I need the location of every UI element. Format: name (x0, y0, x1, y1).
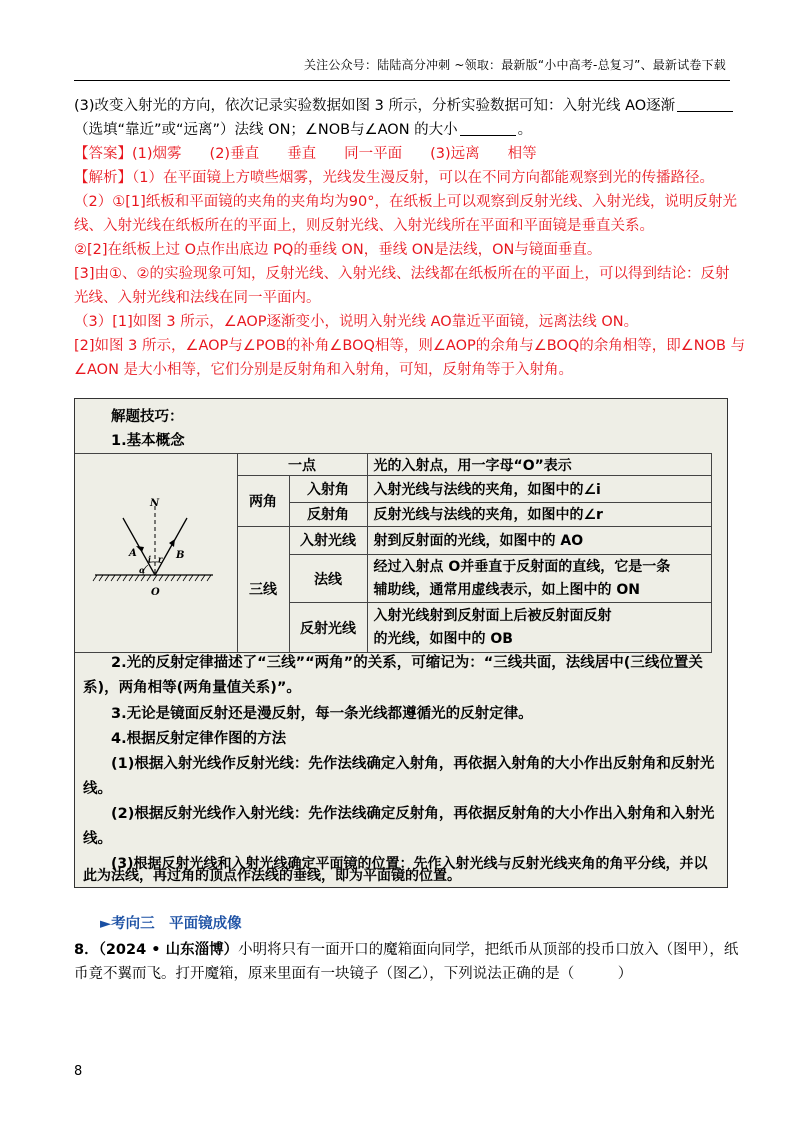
header-rule (74, 80, 730, 81)
answer-label: 【答案】 (74, 146, 132, 162)
section-heading (100, 912, 242, 933)
page-header: 关注公众号：陆陆高分冲刺 ~领取：最新版“小中高考-总复习”、最新试卷下载 (303, 58, 726, 72)
tips-section-1: 1.基本概念 (111, 433, 185, 449)
analysis-line: 光线、入射光线和法线在同一平面内。 (74, 290, 321, 306)
answer-blank (460, 121, 516, 136)
tips-line: 线。 (83, 831, 112, 847)
section-title: 考向三 平面镜成像 (111, 916, 242, 932)
answer-item: 垂直 (287, 146, 317, 162)
term-incident-ray-desc: 射到反射面的光线，如图中的 AO (367, 526, 711, 555)
analysis-text: （1）在平面镜上方喷些烟雾，光线发生漫反射，可以在不同方向都能观察到光的传播路径。 (132, 170, 714, 186)
reflected-desc-line: 入射光线射到反射面上后被反射面反射 (373, 607, 612, 624)
question-text: 小明将只有一面开口的魔箱面向同学，把纸币从顶部的投币口放入（图甲），纸 (238, 942, 739, 958)
term-point-desc: 光的入射点，用一字母“O”表示 (367, 454, 711, 476)
tips-line: (3)根据反射光线和入射光线确定平面镜的位置：先作入射光线与反射光线夹角的角平分线，并以 (111, 856, 708, 872)
concept-table (75, 453, 712, 653)
answer-item: (1)烟雾 (132, 146, 182, 162)
term-reflected-ray: 反射光线 (289, 603, 367, 653)
question-text: （选填“靠近”或“远离”）法线 ON；∠NOB与∠AON 的大小 (74, 122, 458, 138)
term-reflection-angle: 反射角 (289, 502, 367, 526)
analysis-line: ∠AON 是大小相等，它们分别是反射角和入射角，可知，反射角等于入射角。 (74, 362, 574, 378)
question-content (74, 94, 746, 382)
question-8 (74, 938, 739, 986)
question-line-1 (74, 94, 730, 118)
tips-line: 3.无论是镜面反射还是漫反射，每一条光线都遵循光的反射定律。 (111, 706, 533, 722)
analysis-line: （3）[1]如图 3 所示，∠AOP逐渐变小，说明入射光线 AO靠近平面镜，远离法线 ON。 (74, 314, 639, 330)
tips-title: 解题技巧： (111, 409, 184, 425)
question-8-line-1 (74, 938, 739, 962)
label-A: A (129, 548, 137, 559)
label-r: r (158, 554, 163, 564)
analysis-line: [2]如图 3 所示，∠AOP与∠POB的补角∠BOQ相等，则∠AOP的余角与∠BOQ的余角相等，即∠NOB 与 (74, 338, 746, 354)
question-source: （2024 • 山东淄博） (98, 942, 239, 958)
tips-line: (2)根据反射光线作入射光线：先作法线确定反射角，再依据反射角的大小作出入射角和入射光 (111, 806, 715, 822)
reflected-desc-line: 的光线，如图中的 OB (373, 630, 513, 647)
term-reflected-ray-desc (367, 603, 711, 653)
term-incident-ray: 入射光线 (289, 526, 367, 555)
tips-box (74, 398, 728, 888)
page-number: 8 (74, 1064, 83, 1079)
term-normal (289, 555, 367, 603)
answer-item: (3)远离 (430, 146, 480, 162)
label-alpha: α (139, 565, 146, 575)
analysis-label: 【解析】 (74, 170, 132, 186)
label-B: B (176, 550, 185, 561)
answer-line (74, 142, 730, 166)
tips-line: 2.光的反射定律描述了“三线”“两角”的关系，可缩记为：“三线共面，法线居中(三线位置关 (111, 655, 703, 671)
tips-line: (1)根据入射光线作反射光线：先作法线确定入射角，再依据入射角的大小作出反射角和反射光 (111, 756, 715, 772)
tips-line: 4.根据反射定律作图的方法 (111, 731, 287, 747)
tips-line: 系)，两角相等(两角量值关系)”。 (83, 680, 301, 696)
question-text: (3)改变入射光的方向，依次记录实验数据如图 3 所示，分析实验数据可知：入射光线 AO逐渐 (74, 98, 676, 114)
question-text: 。 (517, 122, 533, 138)
normal-desc-line: 辅助线，通常用虚线表示，如上图中的 ON (373, 581, 640, 598)
normal-desc-line: 经过入射点 O并垂直于反射面的直线，它是一条 (373, 558, 671, 575)
term-reflection-angle-desc: 反射光线与法线的夹角，如图中的∠r (367, 502, 711, 526)
question-line-2 (74, 118, 730, 142)
term-three-lines: 三线 (237, 526, 289, 653)
triangle-marker-icon: ► (100, 916, 112, 932)
question-8-line-2: 币竟不翼而飞。打开魔箱，原来里面有一块镜子（图乙），下列说法正确的是（ ） (74, 966, 633, 982)
question-number: 8． (74, 942, 99, 958)
answer-item: 同一平面 (344, 146, 403, 162)
term-normal-label: 法线 (314, 571, 342, 588)
tips-line: 线。 (83, 781, 112, 797)
reflection-diagram (75, 454, 237, 648)
analysis-line: ②[2]在纸板上过 O点作出底边 PQ的垂线 ON，垂线 ON是法线，ON与镜面垂直。 (74, 242, 602, 258)
label-N: N (150, 498, 160, 509)
reflection-figure-cell (75, 454, 237, 653)
analysis-line: [3]由①、②的实验现象可知，反射光线、入射光线、法线都在纸板所在的平面上，可以得到结论：反射 (74, 266, 730, 282)
answer-blank (677, 97, 733, 112)
label-O: O (151, 587, 160, 598)
term-two-angles: 两角 (237, 476, 289, 527)
term-point: 一点 (237, 454, 367, 476)
term-normal-desc (367, 555, 711, 603)
analysis-line: （2）①[1]纸板和平面镜的夹角的夹角均为90°，在纸板上可以观察到反射光线、入射光线，说明反射光 (74, 194, 737, 210)
term-incidence-angle-desc: 入射光线与法线的夹角，如图中的∠i (367, 476, 711, 503)
term-incidence-angle: 入射角 (289, 476, 367, 503)
answer-item: (2)垂直 (209, 146, 260, 162)
answer-item: 相等 (507, 146, 537, 162)
analysis-line (74, 166, 730, 190)
label-i: i (148, 554, 152, 564)
tips-line: 此为法线，再过角的顶点作法线的垂线，即为平面镜的位置。 (83, 868, 461, 884)
analysis-line: 线、入射光线在纸板所在的平面上，则反射光线、入射光线所在平面和平面镜是垂直关系。 (74, 218, 654, 234)
